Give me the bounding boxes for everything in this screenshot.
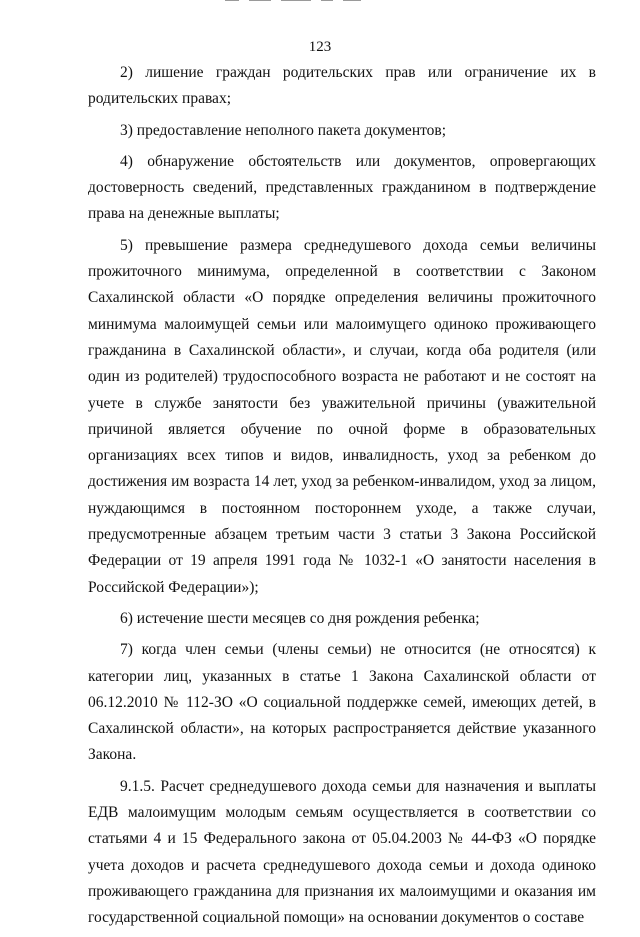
paragraph-item-7: 7) когда член семьи (члены семьи) не относится (не относятся) к категории лиц, указанных в статье 1 Закона Сахалинской области от 06.12.2010 № 112-ЗО «О социальной поддержке семей, имеющих детей, в Сахалинской области», на которых распространяется действие указанного Закона. <box>88 641 596 764</box>
scan-artifact <box>225 0 405 4</box>
paragraph-item-3: 3) предоставление неполного пакета документов; <box>120 121 447 139</box>
document-body <box>88 60 596 937</box>
paragraph-item-6: 6) истечение шести месяцев со дня рождения ребенка; <box>120 609 480 627</box>
paragraph-item-5: 5) превышение размера среднедушевого дохода семьи величины прожиточного минимума, определенной в соответствии с Законом Сахалинской области «О порядке определения величины прожиточного минимума малоимущей семьи или малоимущего одиноко проживающего гражданина в Сахалинской области», и случаи, когда оба родителя (или один из родителей) трудоспособного возраста не работают и не состоят на учете в службе занятости без уважительной причины (уважительной причиной является обучение по очной форме в образовательных организациях всех типов и видов, инвалидность, уход за ребенком до достижения им возраста 14 лет, уход за ребенком-инвалидом, уход за лицом, нуждающимся в постоянном постороннем уходе, а также случаи, предусмотренные абзацем третьим части 3 статьи 3 Закона Российской Федерации от 19 апреля 1991 года № 1032-1 «О занятости населения в Российской Федерации»); <box>88 236 596 596</box>
paragraph-9-1-5: 9.1.5. Расчет среднедушевого дохода семьи для назначения и выплаты ЕДВ малоимущим молодым семьям осуществляется в соответствии со статьями 4 и 15 Федерального закона от 05.04.2003 № 44-ФЗ «О порядке учета доходов и расчета среднедушевого дохода семьи и дохода одиноко проживающего гражданина для признания их малоимущими и оказания им государственной социальной помощи» на основании документов о составе <box>88 777 596 927</box>
paragraph-item-4: 4) обнаружение обстоятельств или документов, опровергающих достоверность сведений, представленных гражданином в подтверждение права на денежные выплаты; <box>88 152 596 223</box>
page-number: 123 <box>308 39 332 55</box>
paragraph-item-2: 2) лишение граждан родительских прав или ограничение их в родительских правах; <box>88 64 596 108</box>
